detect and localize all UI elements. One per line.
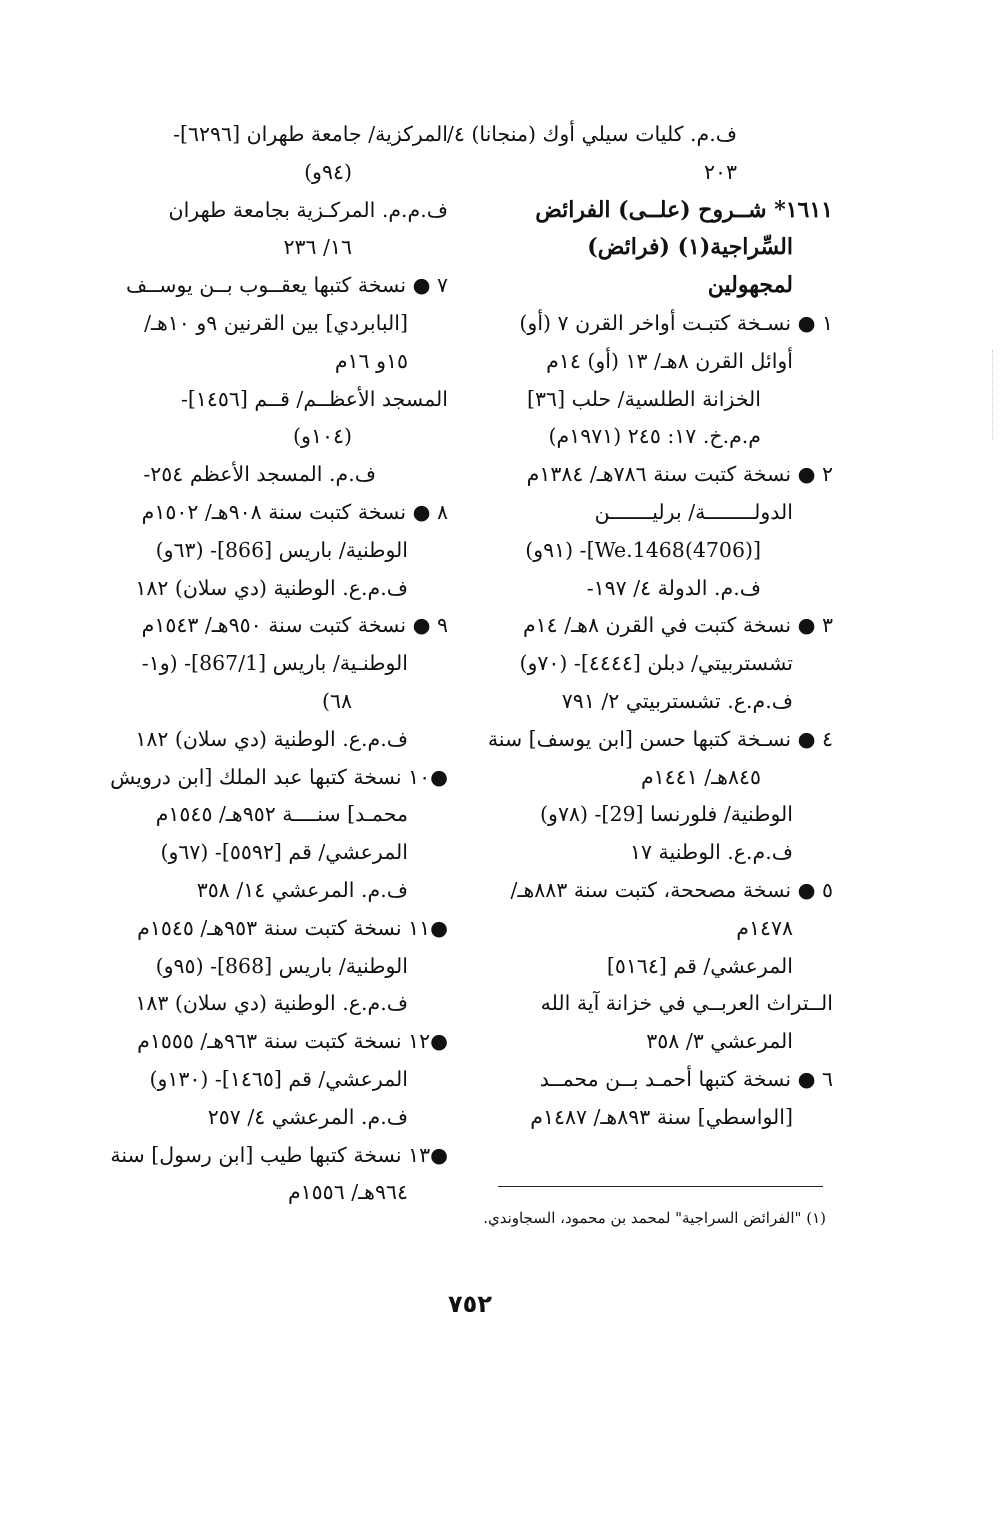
text-line: المرعشي/ قم [٥١٦٤]: [606, 953, 793, 978]
text-line: ف.م. الدولة ٤/ ١٩٧-: [586, 575, 761, 600]
entry-heading: لمجهولين: [707, 272, 793, 299]
text-line: أوائل القرن ٨هـ/ ١٣ (أو) ١٤م: [546, 348, 793, 373]
text-line: المرعشي ٣/ ٣٥٨: [646, 1029, 793, 1054]
list-item: ●١٣ نسخة كتبها طيب [ابن رسول] سنة: [110, 1142, 448, 1167]
text-line: ف.م. المسجد الأعظم ٢٥٤-: [143, 462, 376, 487]
text-line: (٩٤و): [304, 159, 352, 184]
text-line: محمـد] سنــــة ٩٥٢هـ/ ١٥٤٥م: [155, 802, 408, 827]
text-line: [الواسطي] سنة ٨٩٣هـ/ ١٤٨٧م: [530, 1104, 793, 1129]
text-line: المرعشي/ قم [٥٥٩٢]- (٦٧و): [160, 840, 408, 865]
text-line: ف.م.ع. تشستربيتي ٢/ ٧٩١: [561, 688, 793, 713]
list-item: ٨ ● نسخة كتبت سنة ٩٠٨هـ/ ١٥٠٢م: [141, 499, 448, 524]
page-number: ٧٥٢: [448, 1290, 492, 1318]
text-line: ٦٨): [321, 688, 352, 713]
text-line: ف.م.ع. الوطنية ١٧: [630, 840, 793, 865]
text-line: ٨٤٥هـ/ ١٤٤١م: [640, 764, 761, 789]
text-line: المركزية/ جامعة طهران [٦٢٩٦]-: [173, 122, 448, 146]
list-item: ●١٠ نسخة كتبها عبد الملك [ابن درويش: [110, 764, 448, 789]
text-line: المرعشي/ قم [١٤٦٥]- (١٣٠و): [149, 1066, 408, 1091]
list-item: ٤ ● نسـخة كتبها حسن [ابن يوسف] سنة: [487, 726, 833, 751]
text-line: تشستربيتي/ دبلن [٤٤٤٤]- (٧٠و): [519, 651, 793, 676]
text-line: المسجد الأعظــم/ قــم [١٤٥٦]-: [180, 386, 448, 411]
text-line: ١٦/ ٢٣٦: [283, 235, 352, 260]
list-item: ٩ ● نسخة كتبت سنة ٩٥٠هـ/ ١٥٤٣م: [141, 613, 448, 638]
text-line: ١٥و ١٦م: [334, 348, 408, 373]
scan-margin-mark: [992, 350, 993, 440]
text-line: ف.م. المرعشي ١٤/ ٣٥٨: [196, 877, 408, 902]
right-column: [446, 116, 833, 1137]
text-line: (١٠٤و): [293, 424, 352, 449]
text-line: الوطنـية/ باريس [867/1]- (و١-: [141, 651, 408, 676]
entry-heading: ١٦١١* شــروح (علــى) الفرائض: [535, 196, 833, 223]
list-item: ١ ● نسـخة كتبـت أواخر القرن ٧ (أو): [519, 310, 833, 335]
list-item: ٢ ● نسخة كتبت سنة ٧٨٦هـ/ ١٣٨٤م: [526, 462, 833, 487]
list-item: ٧ ● نسخة كتبها يعقــوب بــن يوســف: [126, 273, 448, 298]
text-line: الــتراث العربــي في خزانة آية الله: [540, 991, 833, 1016]
list-item: ٦ ● نسخة كتبها أحمـد بــن محمــد: [539, 1066, 833, 1091]
text-line: ف.م.ع. الوطنية (دي سلان) ١٨٢: [135, 726, 408, 751]
entry-heading: السِّراجية(١) (فرائض): [587, 234, 793, 261]
text-line: ف.م. كليات سيلي أوك (منجانا) ٤/: [446, 122, 737, 146]
list-item: ٣ ● نسخة كتبت في القرن ٨هـ/ ١٤م: [522, 613, 833, 638]
left-column: [108, 116, 448, 1212]
text-line: [البابردي] بين القرنين ٩و ١٠هـ/: [144, 310, 408, 335]
text-line: الدولــــــــة/ برليـــــــن: [594, 499, 793, 524]
text-line: ف.م.ع. الوطنية (دي سلان) ١٨٢: [135, 575, 408, 600]
list-item: ٥ ● نسخة مصححة، كتبت سنة ٨٨٣هـ/: [510, 877, 833, 902]
text-line: الوطنية/ باريس [866]- (٦٣و): [155, 537, 408, 562]
text-line: [We.1468(4706)]- (٩١و): [525, 537, 761, 562]
list-item: ●١١ نسخة كتبت سنة ٩٥٣هـ/ ١٥٤٥م: [137, 915, 448, 940]
text-line: ف.م.م. المركـزية بجامعة طهران: [168, 197, 448, 222]
footnote-divider: [498, 1186, 823, 1187]
text-line: ف.م. المرعشي ٤/ ٢٥٧: [207, 1104, 408, 1129]
text-line: م.م.خ. ١٧: ٢٤٥ (١٩٧١م): [548, 424, 761, 449]
footnote: (١) "الفرائض السراجية" لمحمد بن محمود، السجاوندي.: [483, 1209, 826, 1227]
text-line: ف.م.ع. الوطنية (دي سلان) ١٨٣: [135, 991, 408, 1016]
text-line: الوطنية/ باريس [868]- (٩٥و): [155, 953, 408, 978]
list-item: ●١٢ نسخة كتبت سنة ٩٦٣هـ/ ١٥٥٥م: [137, 1029, 448, 1054]
text-line: ٢٠٣: [703, 159, 737, 184]
text-line: الوطنية/ فلورنسا [29]- (٧٨و): [540, 802, 793, 827]
text-line: ٩٦٤هـ/ ١٥٥٦م: [287, 1180, 408, 1205]
text-line: الخزانة الطلسية/ حلب [٣٦]: [527, 386, 761, 411]
text-line: ١٤٧٨م: [736, 915, 793, 940]
